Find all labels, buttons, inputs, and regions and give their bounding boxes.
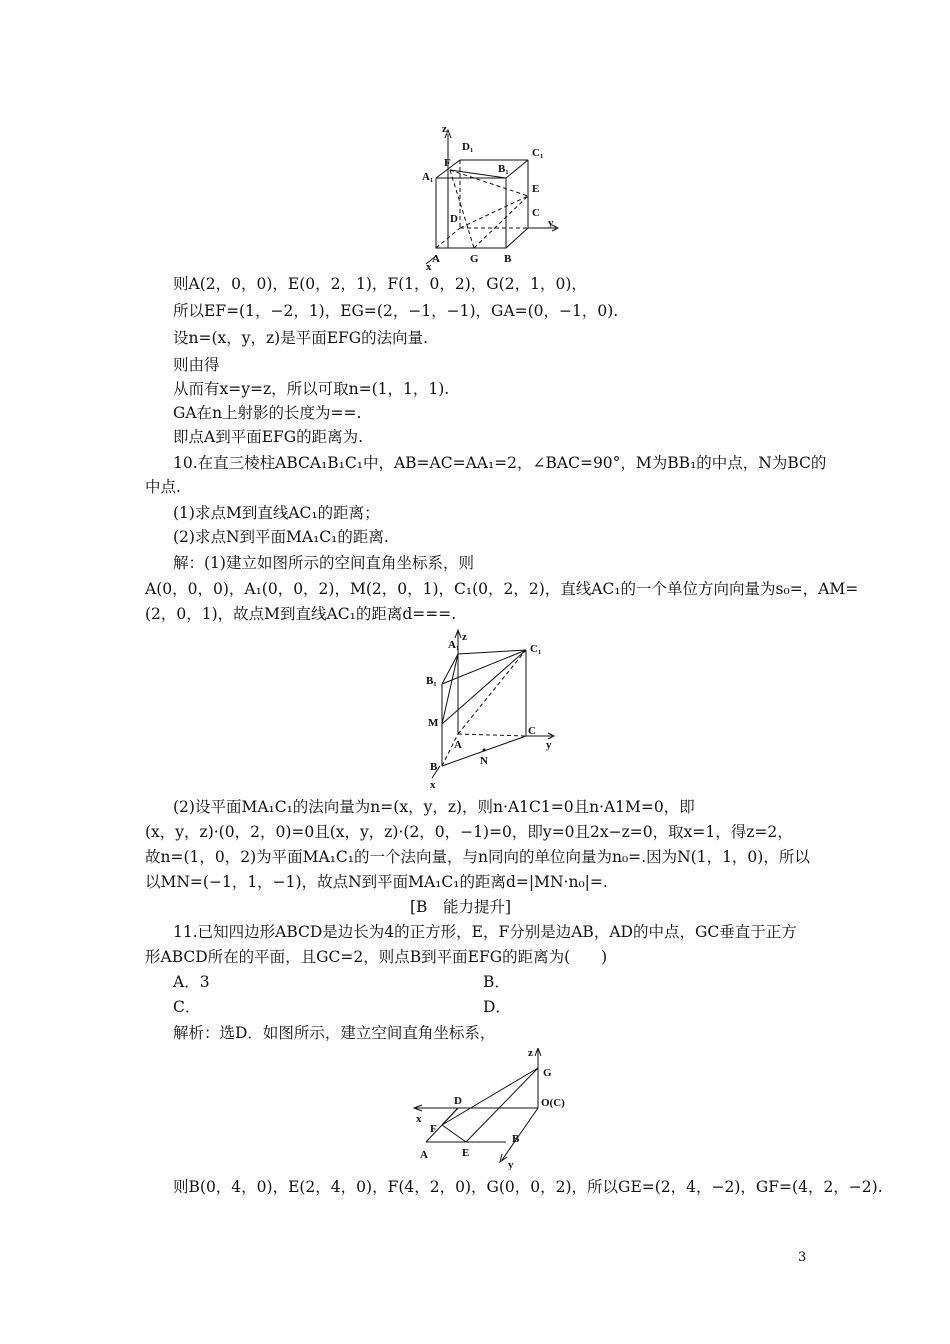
fig3-label: D xyxy=(454,1095,462,1107)
fig2-label: A xyxy=(454,739,462,751)
text-line: 形ABCD所在的平面，且GC=2，则点B到平面EFG的距离为( ) xyxy=(145,948,608,966)
fig2-label: x xyxy=(430,779,436,790)
fig2-label: M xyxy=(428,717,439,729)
text-line: (2)求点N到平面MA₁C₁的距离. xyxy=(173,528,389,546)
fig2-label: C₁ xyxy=(530,643,542,655)
fig1-label: y xyxy=(548,217,554,229)
fig3-label: E xyxy=(462,1147,470,1159)
fig2-label: B xyxy=(430,761,438,773)
text-line: 所以EF=(1，−2，1)，EG=(2，−1，−1)，GA=(0，−1，0). xyxy=(173,302,619,320)
text-line: 解：(1)建立如图所示的空间直角坐标系，则 xyxy=(173,554,474,572)
fig2-label: z xyxy=(462,631,467,643)
fig2-label: B₁ xyxy=(426,675,437,687)
fig3-label: x xyxy=(416,1113,422,1125)
text-line: 则B(0，4，0)，E(2，4，0)，F(4，2，0)，G(0，0，2)，所以GE=(2，4，−2)，GF=(4，2，−2). xyxy=(173,1178,883,1196)
fig1-label: x xyxy=(426,261,432,270)
text-line: 即点A到平面EFG的距离为. xyxy=(173,428,364,446)
section-heading: [B 能力提升] xyxy=(410,898,511,916)
fig3-label: z xyxy=(528,1048,533,1059)
text-line: 从而有x=y=z，所以可取n=(1，1，1). xyxy=(173,380,450,398)
fig2-label: N xyxy=(480,755,488,767)
text-line: (2)设平面MA₁C₁的法向量为n=(x，y，z)，则n·A1C1=0且n·A1M=0，即 xyxy=(173,798,695,816)
text-line: (2，0，1)，故点M到直线AC₁的距离d===. xyxy=(145,605,457,623)
fig1-label: D₁ xyxy=(462,141,474,153)
fig1-label: C₁ xyxy=(532,147,544,159)
text-line: (x，y，z)·(0，2，0)=0且(x，y，z)·(2，0，−1)=0，即y=0且2x−z=0，取x=1，得z=2， xyxy=(145,823,793,841)
fig1-label: G xyxy=(470,253,479,265)
text-line: 则A(2，0，0)，E(0，2，1)，F(1，0，2)，G(2，1，0)， xyxy=(173,275,587,293)
figure-pyramid xyxy=(410,1048,570,1170)
text-line: 11.已知四边形ABCD是边长为4的正方形，E，F分别是边AB，AD的中点，GC垂直于正方 xyxy=(173,923,797,941)
option-b: B． xyxy=(483,973,510,991)
fig2-label: A₁ xyxy=(448,639,460,651)
figure-cube xyxy=(420,120,560,270)
fig1-label: A₁ xyxy=(422,171,434,183)
fig3-label: G xyxy=(543,1067,552,1079)
fig1-label: z xyxy=(442,123,447,135)
fig3-label: A xyxy=(420,1149,428,1161)
page-number: 3 xyxy=(798,1250,807,1265)
option-a: A．3 xyxy=(173,973,210,991)
fig2-label: C xyxy=(528,725,536,737)
text-line: 设n=(x，y，z)是平面EFG的法向量. xyxy=(173,329,429,347)
fig2-label: y xyxy=(546,739,552,751)
fig3-label: F xyxy=(430,1123,437,1135)
figure-prism xyxy=(422,628,562,790)
text-line: GA在n上射影的长度为==. xyxy=(173,404,362,422)
fig1-label: F xyxy=(444,157,451,169)
fig3-label: B xyxy=(512,1133,520,1145)
fig1-label: E xyxy=(532,183,540,195)
text-line: 以MN=(−1，1，−1)，故点N到平面MA₁C₁的距离d=|MN·n₀|=. xyxy=(145,873,608,891)
option-c: C． xyxy=(173,998,201,1016)
text-line: 10.在直三棱柱ABCA₁B₁C₁中，AB=AC=AA₁=2，∠BAC=90°，M为BB₁的中点，N为BC的 xyxy=(173,454,827,472)
text-line: (1)求点M到直线AC₁的距离； xyxy=(173,504,380,522)
text-line: 解析：选D．如图所示，建立空间直角坐标系， xyxy=(173,1024,496,1042)
option-d: D． xyxy=(483,998,511,1016)
text-line: 则由得 xyxy=(173,356,220,374)
text-line: 中点. xyxy=(145,478,181,496)
text-line: 故n=(1，0，2)为平面MA₁C₁的一个法向量，与n同向的单位向量为n₀=.因为N(1，1，0)，所以 xyxy=(145,848,810,866)
fig3-label: O(C) xyxy=(541,1097,565,1109)
fig1-label: B₁ xyxy=(498,163,509,175)
fig1-label: C xyxy=(532,207,540,219)
fig1-label: A xyxy=(432,253,440,265)
text-line: A(0，0，0)，A₁(0，0，2)，M(2，0，1)，C₁(0，2，2)，直线AC₁的一个单位方向向量为s₀=，AM= xyxy=(145,580,859,598)
fig1-label: B xyxy=(504,253,512,265)
fig3-label: y xyxy=(508,1159,514,1170)
fig1-label: D xyxy=(450,213,458,225)
